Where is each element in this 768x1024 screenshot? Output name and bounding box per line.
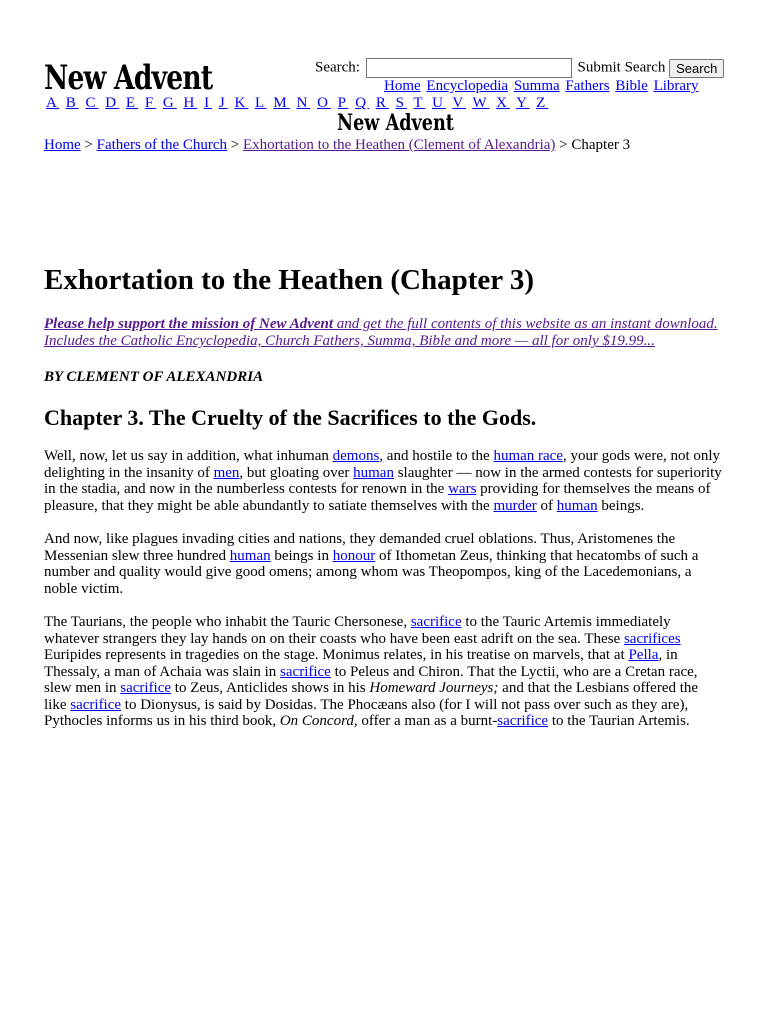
text: and that the Lesbians offered the like <box>44 680 699 713</box>
link-human[interactable]: human <box>556 497 598 514</box>
alpha-link[interactable]: G <box>162 95 177 111</box>
alpha-link[interactable]: P <box>337 95 349 111</box>
breadcrumb-home[interactable]: Home <box>44 137 81 153</box>
top-nav <box>384 78 701 95</box>
text: Euripides represents in tragedies on the stage. Monimus relates, in his treatise on marvels, that at <box>44 647 629 663</box>
text: to the Tauric Artemis immediately whatever strangers they lay hands on on their coasts who have been east adrift on the sea. These <box>44 614 671 647</box>
text: The Taurians, the people who inhabit the Tauric Chersonese, <box>44 614 411 630</box>
alpha-link[interactable]: T <box>413 95 426 111</box>
alpha-link[interactable]: M <box>273 95 290 111</box>
alpha-link[interactable]: Z <box>536 95 549 111</box>
nav-fathers[interactable]: Fathers <box>565 78 610 94</box>
text: , your gods were, not only delighting in the insanity of <box>44 448 721 481</box>
breadcrumb-current: Chapter 3 <box>571 137 631 153</box>
search-label: Search: <box>315 59 360 76</box>
alpha-link[interactable]: O <box>317 95 331 111</box>
breadcrumb <box>44 137 630 154</box>
nav-bible[interactable]: Bible <box>615 78 648 94</box>
text: Well, now, let us say in addition, what inhuman <box>44 448 333 464</box>
text: providing for themselves the means of pleasure, that they might be able abundantly to satiate themselves with the <box>44 481 711 514</box>
link-men[interactable]: men <box>213 464 240 481</box>
alpha-link[interactable]: H <box>183 95 198 111</box>
text: slaughter — now in the armed contests for superiority in the stadia, and now in the numberless contests for renown in the <box>44 464 722 497</box>
text: beings. <box>597 497 645 514</box>
alpha-link[interactable]: E <box>125 95 139 111</box>
text: to the Taurian Artemis. <box>548 713 690 729</box>
link-sacrifices[interactable]: sacrifices <box>623 630 681 647</box>
alpha-link[interactable]: A <box>46 95 60 111</box>
alphabet-index <box>46 95 548 112</box>
link-demons[interactable]: demons <box>332 448 380 464</box>
link-sacrifice[interactable]: sacrifice <box>70 696 122 713</box>
alpha-link[interactable]: D <box>105 95 120 111</box>
link-sacrifice[interactable]: sacrifice <box>280 663 331 680</box>
text: to Zeus, Anticlides shows in his <box>171 680 370 696</box>
alpha-link[interactable]: U <box>432 95 446 111</box>
text: And now, like plagues invading cities and nations, they demanded cruel oblations. Thus, Aristomenes the Messenian slew three hundred <box>44 531 676 564</box>
nav-encyclopedia[interactable]: Encyclopedia <box>426 78 509 94</box>
link-wars[interactable]: wars <box>448 481 477 497</box>
alpha-link[interactable]: V <box>452 95 466 111</box>
link-human-race[interactable]: human race <box>493 448 563 464</box>
text: beings in <box>270 547 333 564</box>
alpha-link[interactable]: X <box>496 95 510 111</box>
submit-search-label: Submit Search <box>577 59 666 76</box>
site-logo[interactable]: New Advent <box>44 58 213 98</box>
text: , in Thessaly, a man of Achaia was slain in <box>44 647 678 680</box>
breadcrumb-separator: > <box>559 137 568 153</box>
breadcrumb-separator: > <box>230 137 240 153</box>
page-title: Exhortation to the Heathen (Chapter 3) <box>44 264 535 296</box>
alpha-link[interactable]: Y <box>516 95 530 111</box>
paragraph-1 <box>44 448 724 514</box>
link-pella[interactable]: Pella <box>628 647 659 663</box>
support-link[interactable] <box>44 316 718 349</box>
alpha-link[interactable]: S <box>395 95 407 111</box>
alpha-link[interactable]: F <box>144 95 157 111</box>
nav-home[interactable]: Home <box>384 78 421 94</box>
breadcrumb-fathers[interactable]: Fathers of the Church <box>96 137 228 153</box>
alpha-link[interactable]: B <box>65 95 79 111</box>
breadcrumb-separator: > <box>84 137 93 153</box>
secondary-logo[interactable]: New Advent <box>337 110 454 136</box>
alpha-link[interactable]: N <box>296 95 311 111</box>
alpha-link[interactable]: W <box>472 95 490 111</box>
search-input[interactable] <box>366 58 572 78</box>
article <box>44 262 724 747</box>
nav-summa[interactable]: Summa <box>513 78 560 94</box>
link-sacrifice[interactable]: sacrifice <box>120 680 172 696</box>
text: , but gloating over <box>239 464 354 481</box>
text: of Ithometan Zeus, thinking that hecatombs of such a number and quality would give good omens; among whom was Theopompos, king of the Lacedemonians, a noble victim. <box>44 547 699 597</box>
text: to Peleus and Chiron. That the Lyctii, who are a Cretan race, slew men in <box>44 663 698 696</box>
alpha-link[interactable]: Q <box>355 95 370 111</box>
paragraph-2 <box>44 531 724 597</box>
link-murder[interactable]: murder <box>493 497 537 514</box>
text: , and hostile to the <box>379 448 494 464</box>
support-rest-text: and get the full contents of this website as an instant download. Includes the Catholic Encyclopedia, Church Fathers, Summa, Bible and more — all for only $19.99... <box>44 316 718 349</box>
link-human[interactable]: human <box>229 547 271 564</box>
book-title: On Concord <box>279 713 354 729</box>
chapter-heading: Chapter 3. The Cruelty of the Sacrifices to the Gods. <box>44 405 537 430</box>
support-banner <box>44 316 724 350</box>
alpha-link[interactable]: K <box>234 95 249 111</box>
alpha-link[interactable]: R <box>375 95 389 111</box>
alpha-link[interactable]: C <box>85 95 99 111</box>
text: of <box>536 497 557 514</box>
breadcrumb-work[interactable]: Exhortation to the Heathen (Clement of Alexandria) <box>243 137 556 153</box>
text: , offer a man as a burnt- <box>353 713 498 729</box>
alpha-link[interactable]: I <box>204 95 213 111</box>
book-title: Homeward Journeys; <box>369 680 499 696</box>
byline: BY CLEMENT OF ALEXANDRIA <box>44 369 264 385</box>
link-honour[interactable]: honour <box>332 547 376 564</box>
text: to Dionysus, is said by Dosidas. The Phocæans also (for I will not pass over such as they are), Pythocles informs us in his third book, <box>44 696 689 729</box>
alpha-link[interactable]: L <box>255 95 267 111</box>
nav-library[interactable]: Library <box>653 78 699 94</box>
link-human[interactable]: human <box>353 464 394 481</box>
link-sacrifice[interactable]: sacrifice <box>410 614 462 630</box>
search-area <box>315 58 724 78</box>
paragraph-3 <box>44 614 724 730</box>
search-button[interactable]: Search <box>669 59 724 78</box>
alpha-link[interactable]: J <box>218 95 228 111</box>
support-bold-text: Please help support the mission of New Advent <box>44 316 334 332</box>
link-sacrifice[interactable]: sacrifice <box>497 713 549 729</box>
